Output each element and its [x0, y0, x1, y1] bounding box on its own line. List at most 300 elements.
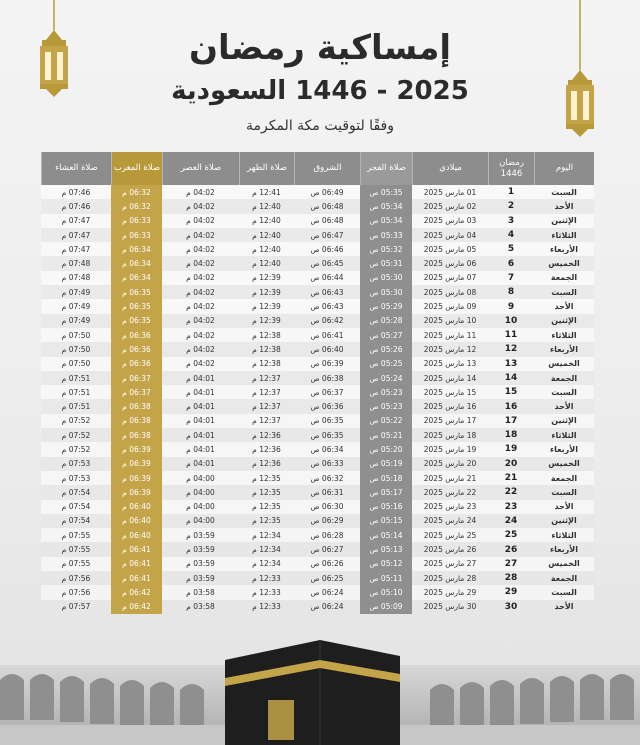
ramadan-day: 23: [488, 500, 534, 514]
table-row: [41, 228, 594, 242]
table-row: [41, 385, 594, 399]
dhuhr-time: 12:38 م: [239, 342, 294, 356]
asr-time: 04:02 م: [162, 285, 239, 299]
shuruq-time: 06:42 ص: [294, 314, 360, 328]
header-shuruq: الشروق: [294, 152, 360, 185]
asr-time: 03:59 م: [162, 528, 239, 542]
gregorian-date: 20 مارس 2025: [412, 457, 488, 471]
isha-time: 07:56 م: [41, 585, 111, 599]
maghrib-time: 06:34 م: [111, 242, 162, 256]
ramadan-day: 17: [488, 414, 534, 428]
fajr-time: 05:16 ص: [360, 500, 412, 514]
ramadan-day: 10: [488, 314, 534, 328]
isha-time: 07:50 م: [41, 342, 111, 356]
gregorian-date: 11 مارس 2025: [412, 328, 488, 342]
gregorian-date: 02 مارس 2025: [412, 199, 488, 213]
day: السبت: [534, 585, 594, 599]
header-dhuhr: صلاة الظهر: [239, 152, 294, 185]
ramadan-day: 18: [488, 428, 534, 442]
maghrib-time: 06:42 م: [111, 585, 162, 599]
table-row: [41, 557, 594, 571]
isha-time: 07:56 م: [41, 571, 111, 585]
table-row: [41, 528, 594, 542]
gregorian-date: 06 مارس 2025: [412, 256, 488, 270]
ramadan-day: 19: [488, 442, 534, 456]
kaaba-illustration: [0, 640, 640, 745]
maghrib-time: 06:32 م: [111, 185, 162, 199]
maghrib-time: 06:41 م: [111, 571, 162, 585]
isha-time: 07:53 م: [41, 457, 111, 471]
fajr-time: 05:33 ص: [360, 228, 412, 242]
gregorian-date: 28 مارس 2025: [412, 571, 488, 585]
shuruq-time: 06:35 ص: [294, 428, 360, 442]
gregorian-date: 21 مارس 2025: [412, 471, 488, 485]
table-row: [41, 585, 594, 599]
page-subtitle: 2025 - 1446 السعودية: [171, 76, 469, 106]
dhuhr-time: 12:34 م: [239, 557, 294, 571]
table-body: [41, 185, 594, 614]
ramadan-day: 9: [488, 299, 534, 313]
asr-time: 04:01 م: [162, 371, 239, 385]
maghrib-time: 06:36 م: [111, 357, 162, 371]
asr-time: 04:01 م: [162, 457, 239, 471]
day: الثلاثاء: [534, 228, 594, 242]
maghrib-time: 06:32 م: [111, 199, 162, 213]
header-ramadan: رمضان 1446: [488, 152, 534, 185]
shuruq-time: 06:24 ص: [294, 600, 360, 614]
maghrib-time: 06:41 م: [111, 557, 162, 571]
shuruq-time: 06:24 ص: [294, 585, 360, 599]
day: الجمعة: [534, 471, 594, 485]
dhuhr-time: 12:38 م: [239, 328, 294, 342]
maghrib-time: 06:37 م: [111, 385, 162, 399]
maghrib-time: 06:35 م: [111, 285, 162, 299]
day: الخميس: [534, 256, 594, 270]
maghrib-time: 06:42 م: [111, 600, 162, 614]
gregorian-date: 14 مارس 2025: [412, 371, 488, 385]
isha-time: 07:55 م: [41, 557, 111, 571]
table-row: [41, 314, 594, 328]
isha-time: 07:48 م: [41, 256, 111, 270]
timing-caption: وفقًا لتوقيت مكة المكرمة: [246, 118, 394, 134]
ramadan-day: 2: [488, 199, 534, 213]
day: الخميس: [534, 557, 594, 571]
asr-time: 04:02 م: [162, 242, 239, 256]
table-row: [41, 399, 594, 413]
fajr-time: 05:11 ص: [360, 571, 412, 585]
maghrib-time: 06:34 م: [111, 271, 162, 285]
isha-time: 07:51 م: [41, 385, 111, 399]
gregorian-date: 03 مارس 2025: [412, 214, 488, 228]
day: الجمعة: [534, 371, 594, 385]
table-row: [41, 414, 594, 428]
shuruq-time: 06:46 ص: [294, 242, 360, 256]
gregorian-date: 05 مارس 2025: [412, 242, 488, 256]
day: الأحد: [534, 299, 594, 313]
ramadan-day: 11: [488, 328, 534, 342]
table-row: [41, 457, 594, 471]
shuruq-time: 06:33 ص: [294, 457, 360, 471]
dhuhr-time: 12:39 م: [239, 299, 294, 313]
dhuhr-time: 12:33 م: [239, 571, 294, 585]
day: الإثنين: [534, 514, 594, 528]
gregorian-date: 27 مارس 2025: [412, 557, 488, 571]
maghrib-time: 06:40 م: [111, 500, 162, 514]
maghrib-time: 06:39 م: [111, 457, 162, 471]
shuruq-time: 06:48 ص: [294, 214, 360, 228]
day: الإثنين: [534, 314, 594, 328]
day: الثلاثاء: [534, 328, 594, 342]
maghrib-time: 06:39 م: [111, 485, 162, 499]
gregorian-date: 07 مارس 2025: [412, 271, 488, 285]
asr-time: 04:02 م: [162, 199, 239, 213]
fajr-time: 05:10 ص: [360, 585, 412, 599]
fajr-time: 05:27 ص: [360, 328, 412, 342]
isha-time: 07:50 م: [41, 328, 111, 342]
imsakiya-table: [41, 152, 594, 614]
gregorian-date: 26 مارس 2025: [412, 542, 488, 556]
maghrib-time: 06:38 م: [111, 428, 162, 442]
shuruq-time: 06:34 ص: [294, 442, 360, 456]
isha-time: 07:49 م: [41, 299, 111, 313]
day: الأحد: [534, 500, 594, 514]
asr-time: 03:59 م: [162, 571, 239, 585]
ramadan-day: 7: [488, 271, 534, 285]
fajr-time: 05:21 ص: [360, 428, 412, 442]
fajr-time: 05:23 ص: [360, 399, 412, 413]
table-row: [41, 242, 594, 256]
fajr-time: 05:25 ص: [360, 357, 412, 371]
shuruq-time: 06:45 ص: [294, 256, 360, 270]
day: الأحد: [534, 600, 594, 614]
shuruq-time: 06:25 ص: [294, 571, 360, 585]
shuruq-time: 06:38 ص: [294, 371, 360, 385]
maghrib-time: 06:38 م: [111, 399, 162, 413]
ramadan-day: 6: [488, 256, 534, 270]
kaaba-icon: [225, 640, 400, 745]
ramadan-day: 24: [488, 514, 534, 528]
gregorian-date: 30 مارس 2025: [412, 600, 488, 614]
day: السبت: [534, 285, 594, 299]
asr-time: 04:00 م: [162, 500, 239, 514]
header-day: اليوم: [534, 152, 594, 185]
asr-time: 04:02 م: [162, 357, 239, 371]
isha-time: 07:55 م: [41, 542, 111, 556]
asr-time: 04:01 م: [162, 399, 239, 413]
isha-time: 07:53 م: [41, 471, 111, 485]
table-row: [41, 214, 594, 228]
ramadan-day: 26: [488, 542, 534, 556]
shuruq-time: 06:48 ص: [294, 199, 360, 213]
dhuhr-time: 12:39 م: [239, 271, 294, 285]
gregorian-date: 10 مارس 2025: [412, 314, 488, 328]
header-asr: صلاة العصر: [162, 152, 239, 185]
fajr-time: 05:20 ص: [360, 442, 412, 456]
dhuhr-time: 12:35 م: [239, 485, 294, 499]
dhuhr-time: 12:33 م: [239, 585, 294, 599]
ramadan-day: 20: [488, 457, 534, 471]
isha-time: 07:57 م: [41, 600, 111, 614]
table-row: [41, 442, 594, 456]
gregorian-date: 17 مارس 2025: [412, 414, 488, 428]
ramadan-day: 4: [488, 228, 534, 242]
fajr-time: 05:35 ص: [360, 185, 412, 199]
ramadan-day: 12: [488, 342, 534, 356]
day: الثلاثاء: [534, 528, 594, 542]
table-row: [41, 600, 594, 614]
table-row: [41, 357, 594, 371]
shuruq-time: 06:31 ص: [294, 485, 360, 499]
fajr-time: 05:22 ص: [360, 414, 412, 428]
dhuhr-time: 12:35 م: [239, 500, 294, 514]
table-row: [41, 485, 594, 499]
isha-time: 07:55 م: [41, 528, 111, 542]
maghrib-time: 06:38 م: [111, 414, 162, 428]
table-row: [41, 342, 594, 356]
page-title: إمساكية رمضان: [188, 28, 452, 68]
table-row: [41, 428, 594, 442]
ramadan-day: 30: [488, 600, 534, 614]
dhuhr-time: 12:36 م: [239, 428, 294, 442]
asr-time: 04:00 م: [162, 514, 239, 528]
fajr-time: 05:32 ص: [360, 242, 412, 256]
gregorian-date: 25 مارس 2025: [412, 528, 488, 542]
day: السبت: [534, 185, 594, 199]
gregorian-date: 01 مارس 2025: [412, 185, 488, 199]
asr-time: 04:02 م: [162, 228, 239, 242]
shuruq-time: 06:35 ص: [294, 414, 360, 428]
day: السبت: [534, 485, 594, 499]
asr-time: 04:02 م: [162, 328, 239, 342]
ramadan-day: 25: [488, 528, 534, 542]
asr-time: 04:00 م: [162, 471, 239, 485]
gregorian-date: 16 مارس 2025: [412, 399, 488, 413]
header-isha: صلاة العشاء: [41, 152, 111, 185]
table-header: [41, 152, 594, 185]
maghrib-time: 06:36 م: [111, 342, 162, 356]
isha-time: 07:49 م: [41, 314, 111, 328]
dhuhr-time: 12:34 م: [239, 542, 294, 556]
day: السبت: [534, 385, 594, 399]
shuruq-time: 06:47 ص: [294, 228, 360, 242]
shuruq-time: 06:27 ص: [294, 542, 360, 556]
day: الأربعاء: [534, 242, 594, 256]
day: الأحد: [534, 399, 594, 413]
fajr-time: 05:30 ص: [360, 271, 412, 285]
shuruq-time: 06:43 ص: [294, 299, 360, 313]
asr-time: 04:02 م: [162, 256, 239, 270]
isha-time: 07:47 م: [41, 214, 111, 228]
isha-time: 07:52 م: [41, 442, 111, 456]
asr-time: 04:01 م: [162, 414, 239, 428]
asr-time: 03:59 م: [162, 557, 239, 571]
gregorian-date: 09 مارس 2025: [412, 299, 488, 313]
ramadan-day: 1: [488, 185, 534, 199]
maghrib-time: 06:40 م: [111, 528, 162, 542]
table-row: [41, 571, 594, 585]
table-row: [41, 371, 594, 385]
fajr-time: 05:09 ص: [360, 600, 412, 614]
asr-time: 04:00 م: [162, 485, 239, 499]
gregorian-date: 18 مارس 2025: [412, 428, 488, 442]
maghrib-time: 06:33 م: [111, 214, 162, 228]
isha-time: 07:49 م: [41, 285, 111, 299]
maghrib-time: 06:34 م: [111, 256, 162, 270]
dhuhr-time: 12:40 م: [239, 214, 294, 228]
isha-time: 07:54 م: [41, 514, 111, 528]
asr-time: 04:02 م: [162, 314, 239, 328]
fajr-time: 05:19 ص: [360, 457, 412, 471]
fajr-time: 05:24 ص: [360, 371, 412, 385]
shuruq-time: 06:49 ص: [294, 185, 360, 199]
dhuhr-time: 12:35 م: [239, 514, 294, 528]
gregorian-date: 19 مارس 2025: [412, 442, 488, 456]
table-row: [41, 299, 594, 313]
gregorian-date: 04 مارس 2025: [412, 228, 488, 242]
isha-time: 07:52 م: [41, 428, 111, 442]
asr-time: 03:58 م: [162, 600, 239, 614]
asr-time: 04:02 م: [162, 299, 239, 313]
isha-time: 07:51 م: [41, 371, 111, 385]
shuruq-time: 06:44 ص: [294, 271, 360, 285]
dhuhr-time: 12:39 م: [239, 285, 294, 299]
dhuhr-time: 12:40 م: [239, 256, 294, 270]
maghrib-time: 06:37 م: [111, 371, 162, 385]
gregorian-date: 22 مارس 2025: [412, 485, 488, 499]
fajr-time: 05:14 ص: [360, 528, 412, 542]
shuruq-time: 06:26 ص: [294, 557, 360, 571]
fajr-time: 05:15 ص: [360, 514, 412, 528]
dhuhr-time: 12:40 م: [239, 199, 294, 213]
day: الإثنين: [534, 214, 594, 228]
isha-time: 07:54 م: [41, 500, 111, 514]
day: الأربعاء: [534, 542, 594, 556]
day: الثلاثاء: [534, 428, 594, 442]
table-row: [41, 285, 594, 299]
maghrib-time: 06:39 م: [111, 442, 162, 456]
dhuhr-time: 12:37 م: [239, 399, 294, 413]
table-row: [41, 199, 594, 213]
isha-time: 07:51 م: [41, 399, 111, 413]
asr-time: 04:02 م: [162, 185, 239, 199]
asr-time: 04:02 م: [162, 342, 239, 356]
asr-time: 03:58 م: [162, 585, 239, 599]
header-fajr: صلاة الفجر: [360, 152, 412, 185]
day: الجمعة: [534, 271, 594, 285]
table-row: [41, 542, 594, 556]
table-row: [41, 328, 594, 342]
table-row: [41, 500, 594, 514]
gregorian-date: 24 مارس 2025: [412, 514, 488, 528]
gregorian-date: 15 مارس 2025: [412, 385, 488, 399]
gregorian-date: 23 مارس 2025: [412, 500, 488, 514]
fajr-time: 05:34 ص: [360, 214, 412, 228]
header-maghrib: صلاة المغرب: [111, 152, 162, 185]
ramadan-day: 21: [488, 471, 534, 485]
table-row: [41, 471, 594, 485]
ramadan-day: 8: [488, 285, 534, 299]
maghrib-time: 06:41 م: [111, 542, 162, 556]
dhuhr-time: 12:38 م: [239, 357, 294, 371]
table-row: [41, 256, 594, 270]
shuruq-time: 06:37 ص: [294, 385, 360, 399]
dhuhr-time: 12:40 م: [239, 242, 294, 256]
isha-time: 07:47 م: [41, 242, 111, 256]
day: الأربعاء: [534, 442, 594, 456]
dhuhr-time: 12:41 م: [239, 185, 294, 199]
gregorian-date: 12 مارس 2025: [412, 342, 488, 356]
dhuhr-time: 12:34 م: [239, 528, 294, 542]
gregorian-date: 08 مارس 2025: [412, 285, 488, 299]
dhuhr-time: 12:36 م: [239, 442, 294, 456]
dhuhr-time: 12:40 م: [239, 228, 294, 242]
day: الأحد: [534, 199, 594, 213]
maghrib-time: 06:35 م: [111, 314, 162, 328]
shuruq-time: 06:36 ص: [294, 399, 360, 413]
fajr-time: 05:26 ص: [360, 342, 412, 356]
fajr-time: 05:12 ص: [360, 557, 412, 571]
shuruq-time: 06:40 ص: [294, 342, 360, 356]
fajr-time: 05:28 ص: [360, 314, 412, 328]
asr-time: 04:02 م: [162, 271, 239, 285]
ramadan-day: 16: [488, 399, 534, 413]
shuruq-time: 06:39 ص: [294, 357, 360, 371]
gregorian-date: 13 مارس 2025: [412, 357, 488, 371]
maghrib-time: 06:33 م: [111, 228, 162, 242]
fajr-time: 05:31 ص: [360, 256, 412, 270]
table-row: [41, 185, 594, 199]
shuruq-time: 06:41 ص: [294, 328, 360, 342]
shuruq-time: 06:29 ص: [294, 514, 360, 528]
dhuhr-time: 12:37 م: [239, 385, 294, 399]
ramadan-day: 5: [488, 242, 534, 256]
isha-time: 07:46 م: [41, 199, 111, 213]
dhuhr-time: 12:37 م: [239, 371, 294, 385]
dhuhr-time: 12:33 م: [239, 600, 294, 614]
day: الإثنين: [534, 414, 594, 428]
asr-time: 04:01 م: [162, 428, 239, 442]
day: الجمعة: [534, 571, 594, 585]
shuruq-time: 06:28 ص: [294, 528, 360, 542]
maghrib-time: 06:36 م: [111, 328, 162, 342]
fajr-time: 05:23 ص: [360, 385, 412, 399]
maghrib-time: 06:40 م: [111, 514, 162, 528]
maghrib-time: 06:35 م: [111, 299, 162, 313]
ramadan-day: 13: [488, 357, 534, 371]
table-row: [41, 271, 594, 285]
ramadan-day: 3: [488, 214, 534, 228]
dhuhr-time: 12:37 م: [239, 414, 294, 428]
fajr-time: 05:17 ص: [360, 485, 412, 499]
fajr-time: 05:29 ص: [360, 299, 412, 313]
isha-time: 07:50 م: [41, 357, 111, 371]
fajr-time: 05:13 ص: [360, 542, 412, 556]
shuruq-time: 06:32 ص: [294, 471, 360, 485]
gregorian-date: 29 مارس 2025: [412, 585, 488, 599]
isha-time: 07:52 م: [41, 414, 111, 428]
isha-time: 07:46 م: [41, 185, 111, 199]
day: الخميس: [534, 357, 594, 371]
asr-time: 04:01 م: [162, 442, 239, 456]
day: الخميس: [534, 457, 594, 471]
shuruq-time: 06:30 ص: [294, 500, 360, 514]
day: الأربعاء: [534, 342, 594, 356]
fajr-time: 05:30 ص: [360, 285, 412, 299]
ramadan-day: 22: [488, 485, 534, 499]
isha-time: 07:54 م: [41, 485, 111, 499]
dhuhr-time: 12:39 م: [239, 314, 294, 328]
asr-time: 03:59 م: [162, 542, 239, 556]
